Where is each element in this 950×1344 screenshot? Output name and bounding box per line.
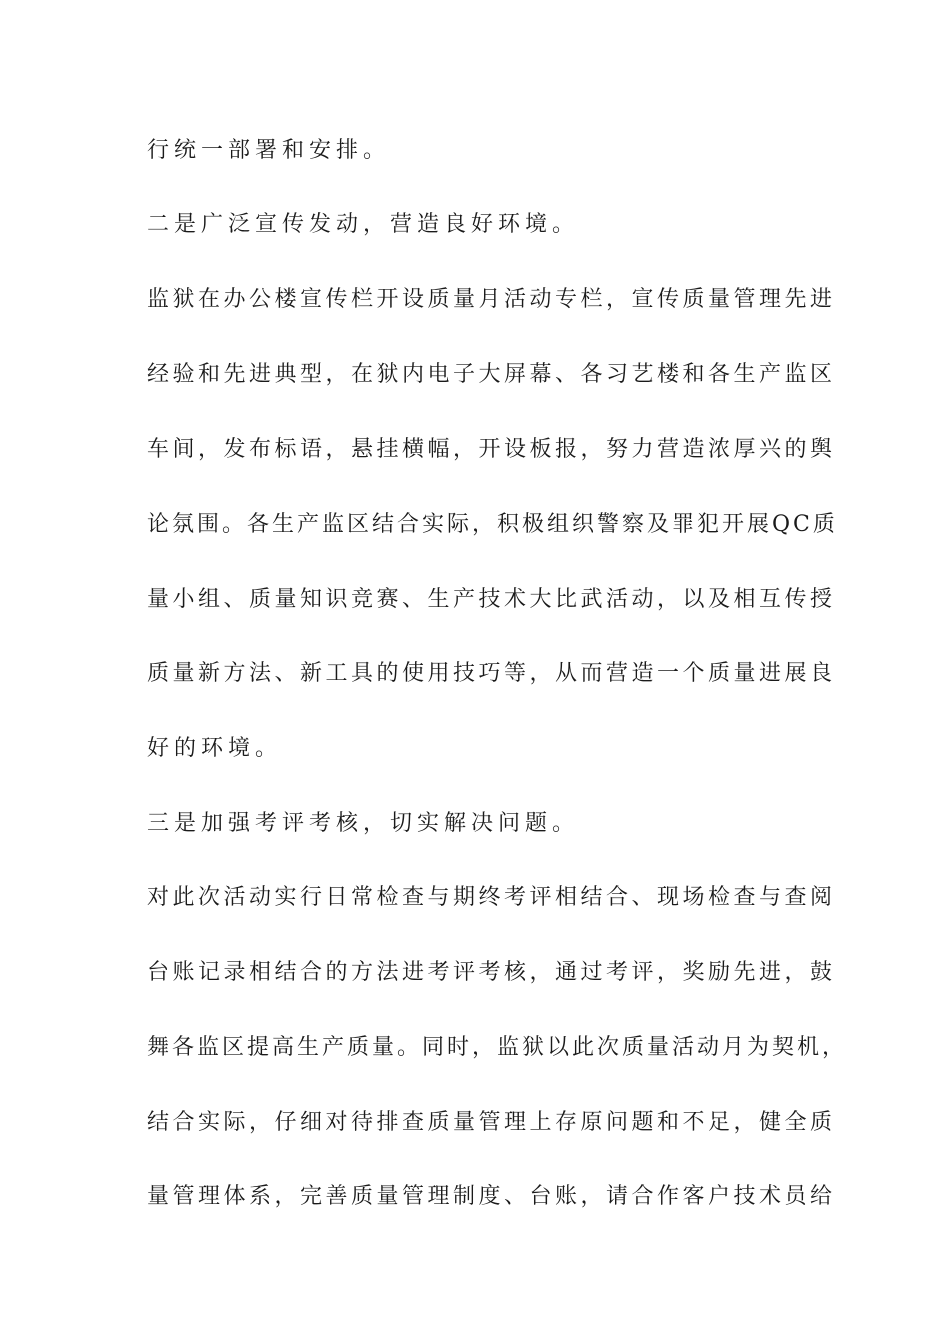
text-line: 论氛围。各生产监区结合实际，积极组织警察及罪犯开展QC质 [147,512,838,537]
text-line: 监狱在办公楼宣传栏开设质量月活动专栏，宣传质量管理先进 [147,287,836,312]
text-line: 对此次活动实行日常检查与期终考评相结合、现场检查与查阅 [147,885,836,910]
section-heading: 二是广泛宣传发动，营造良好环境。 [147,212,580,237]
text-line: 台账记录相结合的方法进考评考核，通过考评，奖励先进，鼓 [147,960,836,985]
text-line: 经验和先进典型，在狱内电子大屏幕、各习艺楼和各生产监区 [147,362,836,387]
text-line: 行统一部署和安排。 [147,138,391,163]
text-line: 质量新方法、新工具的使用技巧等，从而营造一个质量进展良 [147,661,836,686]
text-line: 量小组、质量知识竞赛、生产技术大比武活动，以及相互传授 [147,587,836,612]
text-line: 量管理体系，完善质量管理制度、台账，请合作客户技术员给 [147,1184,836,1209]
text-line: 结合实际，仔细对待排查质量管理上存原问题和不足，健全质 [147,1110,836,1135]
text-line: 舞各监区提高生产质量。同时，监狱以此次质量活动月为契机， [147,1035,848,1060]
text-line: 车间，发布标语，悬挂横幅，开设板报，努力营造浓厚兴的舆 [147,437,836,462]
text-line: 好的环境。 [147,736,283,761]
section-heading: 三是加强考评考核，切实解决问题。 [147,811,580,836]
